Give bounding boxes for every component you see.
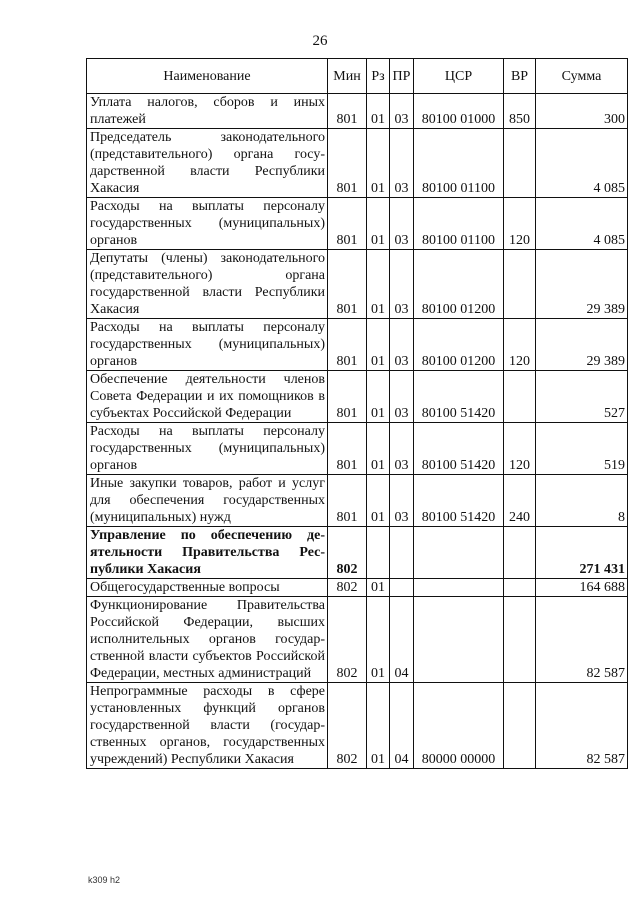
cell-vr: 120 [504,198,536,250]
cell-sum: 4 085 [536,129,628,198]
cell-pr: 03 [390,423,414,475]
cell-sum: 164 688 [536,579,628,597]
cell-vr [504,129,536,198]
cell-pr: 03 [390,129,414,198]
cell-sum: 527 [536,371,628,423]
table-row [87,371,628,423]
column-header-min: Мин [328,59,367,94]
cell-pr: 03 [390,250,414,319]
cell-vr [504,683,536,769]
cell-rz: 01 [367,319,390,371]
cell-min: 801 [328,94,367,129]
cell-vr: 240 [504,475,536,527]
cell-csr: 80000 00000 [414,683,504,769]
cell-csr [414,597,504,683]
cell-pr: 03 [390,319,414,371]
column-header-rz: Рз [367,59,390,94]
column-header-pr: ПР [390,59,414,94]
cell-sum: 29 389 [536,319,628,371]
cell-name: Непрограммные расходы в сфере установленных функций органов государственной власти (государственных органов, государственных учреждений) Республики Хакасия [87,683,328,769]
cell-name: Управление по обеспечению деятельности Правительства Республики Хакасия [87,527,328,579]
cell-min: 801 [328,423,367,475]
cell-rz: 01 [367,683,390,769]
cell-min: 801 [328,198,367,250]
cell-rz: 01 [367,198,390,250]
cell-name: Председатель законодательного (представительного) органа государственной власти Республики Хакасия [87,129,328,198]
budget-table [86,58,628,769]
column-header-csr: ЦСР [414,59,504,94]
cell-name: Уплата налогов, сборов и иных платежей [87,94,328,129]
document-code: k309 h2 [88,875,121,885]
cell-name: Иные закупки товаров, работ и услуг для обеспечения государственных (муниципальных) нужд [87,475,328,527]
table-row [87,597,628,683]
table-row [87,527,628,579]
cell-vr: 120 [504,423,536,475]
cell-vr [504,250,536,319]
table-row [87,129,628,198]
column-header-sum: Сумма [536,59,628,94]
table-row [87,423,628,475]
cell-sum: 8 [536,475,628,527]
cell-min: 801 [328,319,367,371]
cell-sum: 29 389 [536,250,628,319]
cell-csr: 80100 01200 [414,319,504,371]
table-row [87,250,628,319]
cell-name: Расходы на выплаты персоналу государственных (муниципальных) органов [87,319,328,371]
table-row [87,94,628,129]
table-body [87,94,628,769]
cell-csr [414,579,504,597]
cell-sum: 519 [536,423,628,475]
cell-pr [390,527,414,579]
cell-name: Расходы на выплаты персоналу государственных (муниципальных) органов [87,198,328,250]
cell-min: 801 [328,371,367,423]
cell-rz: 01 [367,371,390,423]
cell-csr: 80100 01100 [414,129,504,198]
cell-vr [504,527,536,579]
cell-sum: 82 587 [536,683,628,769]
cell-min: 802 [328,597,367,683]
cell-sum: 300 [536,94,628,129]
cell-pr: 04 [390,683,414,769]
cell-min: 802 [328,683,367,769]
cell-min: 801 [328,250,367,319]
cell-min: 802 [328,527,367,579]
cell-pr: 03 [390,94,414,129]
cell-csr: 80100 51420 [414,475,504,527]
cell-vr: 120 [504,319,536,371]
cell-name: Функционирование Правительства Российской Федерации, высших исполнительных органов государственной власти субъектов Российской Федерации, местных администраций [87,597,328,683]
table-row [87,198,628,250]
cell-sum: 82 587 [536,597,628,683]
cell-pr: 03 [390,198,414,250]
cell-vr [504,579,536,597]
cell-rz: 01 [367,597,390,683]
cell-rz [367,527,390,579]
cell-csr [414,527,504,579]
cell-rz: 01 [367,129,390,198]
cell-rz: 01 [367,94,390,129]
cell-sum: 271 431 [536,527,628,579]
table-row [87,683,628,769]
cell-vr [504,597,536,683]
cell-name: Расходы на выплаты персоналу государственных (муниципальных) органов [87,423,328,475]
cell-csr: 80100 51420 [414,423,504,475]
cell-vr [504,371,536,423]
cell-name: Депутаты (члены) законодательного (представительного) органа государственной власти Республики Хакасия [87,250,328,319]
column-header-vr: ВР [504,59,536,94]
cell-min: 801 [328,475,367,527]
cell-name: Общегосударственные вопросы [87,579,328,597]
cell-csr: 80100 01000 [414,94,504,129]
table-row [87,579,628,597]
cell-pr: 03 [390,475,414,527]
table-header-row [87,59,628,94]
cell-rz: 01 [367,475,390,527]
cell-pr: 03 [390,371,414,423]
cell-rz: 01 [367,423,390,475]
cell-name: Обеспечение деятельности членов Совета Федерации и их помощников в субъектах Российской Федерации [87,371,328,423]
cell-pr [390,579,414,597]
cell-pr: 04 [390,597,414,683]
cell-rz: 01 [367,579,390,597]
table-row [87,475,628,527]
cell-sum: 4 085 [536,198,628,250]
cell-csr: 80100 01100 [414,198,504,250]
cell-csr: 80100 51420 [414,371,504,423]
cell-vr: 850 [504,94,536,129]
column-header-name: Наименование [87,59,328,94]
page-number: 26 [312,33,328,49]
cell-csr: 80100 01200 [414,250,504,319]
cell-min: 802 [328,579,367,597]
table-row [87,319,628,371]
cell-rz: 01 [367,250,390,319]
cell-min: 801 [328,129,367,198]
